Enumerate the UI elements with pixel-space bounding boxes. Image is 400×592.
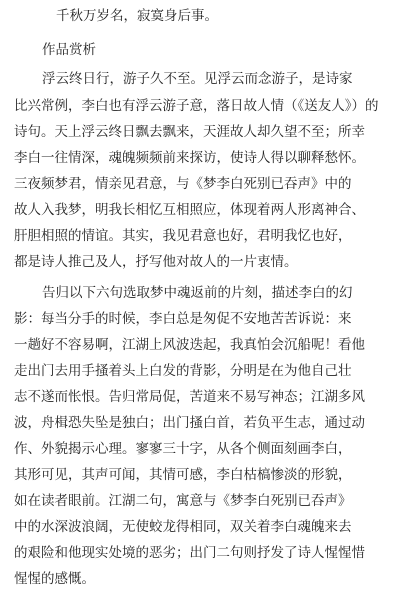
paragraph-line xyxy=(0,333,400,358)
paragraph-text: 比兴常例，李白也有浮云游子意，落日故人情（《送友人》）的 xyxy=(14,98,379,114)
paragraph-text: 肝胆相照的情谊。其实，我见君意也好，君明我忆也好， xyxy=(14,228,352,244)
paragraph-line xyxy=(0,146,400,171)
paragraph-line xyxy=(0,198,400,223)
paragraph-text: 告归以下六句选取梦中魂返前的片刻，描述李白的幻 xyxy=(42,285,353,301)
paragraph-line xyxy=(0,463,400,488)
paragraph-line xyxy=(0,515,400,540)
paragraph-text: 浮云终日行，游子久不至。见浮云而念游子，是诗家 xyxy=(42,71,353,87)
paragraph-text: 作、外貌揭示心理。寥寥三十字，从各个侧面刻画李白， xyxy=(14,441,352,457)
paragraph-line xyxy=(0,94,400,119)
paragraph-line xyxy=(0,359,400,384)
paragraph-line xyxy=(0,411,400,436)
paragraph-text: 一趟好不容易啊，江湖上风波迭起，我真怕会沉船呢！看他 xyxy=(14,337,365,353)
paragraph-text: 如在读者眼前。江湖二句，寓意与《梦李白死别已吞声》 xyxy=(14,493,352,509)
paragraph-text: 志不遂而怅恨。告归常局促，苦道来不易写神态；江湖多风 xyxy=(14,389,365,405)
paragraph-text: 其形可见，其声可闻，其情可感，李白枯槁惨淡的形貌， xyxy=(14,467,352,483)
paragraph-text: 惺惺的感慨。 xyxy=(14,571,95,587)
paragraph-line xyxy=(0,67,400,92)
paragraph-text: 波，舟楫恐失坠是独白；出门搔白首，若负平生志，通过动 xyxy=(14,415,365,431)
paragraph-text: 三夜频梦君，情亲见君意，与《梦李白死别已吞声》中的 xyxy=(14,176,352,192)
poem-text: 千秋万岁名，寂寞身后事。 xyxy=(56,8,218,24)
paragraph-line xyxy=(0,120,400,145)
paragraph-text: 李白一往情深，魂魄频频前来探访，使诗人得以聊释愁怀。 xyxy=(14,150,365,166)
poem-line xyxy=(0,4,400,29)
paragraph-text: 的艰险和他现实处境的恶劣；出门二句则抒发了诗人惺惺惜 xyxy=(14,545,365,561)
paragraph-text: 故人入我梦，明我长相忆互相照应，体现着两人形离神合、 xyxy=(14,202,365,218)
paragraph-line xyxy=(0,541,400,566)
paragraph-line xyxy=(0,250,400,275)
section-heading-text: 作品赏析 xyxy=(42,42,96,58)
paragraph-line xyxy=(0,172,400,197)
paragraph-text: 都是诗人推己及人，抒写他对故人的一片衷情。 xyxy=(14,254,298,270)
paragraph-line xyxy=(0,489,400,514)
paragraph-line xyxy=(0,385,400,410)
paragraph-text: 影：每当分手的时候，李白总是匆促不安地苦苦诉说：来 xyxy=(14,311,352,327)
paragraph-line xyxy=(0,567,400,592)
paragraph-text: 中的水深波浪阔，无使蛟龙得相同，双关着李白魂魄来去 xyxy=(14,519,352,535)
paragraph-line xyxy=(0,281,400,306)
section-heading xyxy=(0,38,400,63)
paragraph-line xyxy=(0,437,400,462)
paragraph-text: 走出门去用手搔着头上白发的背影，分明是在为他自己壮 xyxy=(14,363,352,379)
paragraph-text: 诗句。天上浮云终日飘去飘来，天涯故人却久望不至；所幸 xyxy=(14,124,365,140)
paragraph-line xyxy=(0,307,400,332)
paragraph-line xyxy=(0,224,400,249)
